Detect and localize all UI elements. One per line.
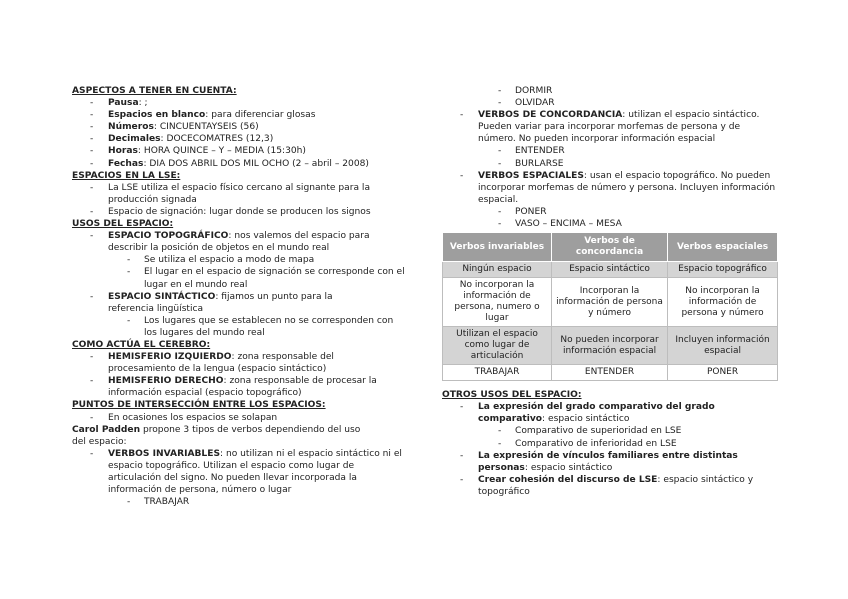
- list-subitem: - Los lugares que se establecen no se corresponden con los lugares del mundo real: [127, 315, 394, 338]
- list-item: - HEMISFERIO DERECHO: zona responsable de procesar la información espacial (espacio topográfico): [90, 376, 377, 399]
- table-cell: No incorporan la información de persona y número: [668, 278, 778, 327]
- list-item: - Horas: HORA QUINCE – Y – MEDIA (15:30h): [90, 146, 306, 157]
- section-heading-otros: OTROS USOS DEL ESPACIO:: [442, 390, 582, 401]
- right-column: [442, 85, 780, 498]
- section-heading-cerebro: COMO ACTÚA EL CEREBRO:: [72, 339, 211, 350]
- left-column: [72, 85, 405, 508]
- section-heading-usos: USOS DEL ESPACIO:: [72, 219, 174, 230]
- verbs-comparison-table: [442, 232, 778, 381]
- list-item: - HEMISFERIO IZQUIERDO: zona responsable del procesamiento de la lengua (espacio sintáctico): [90, 352, 334, 375]
- list-item: - Números: CINCUENTAYSEIS (56): [90, 122, 259, 133]
- table-cell: Incluyen información espacial: [668, 327, 778, 365]
- list-item: - Espacio de signación: lugar donde se producen los signos: [90, 206, 371, 217]
- list-subitem: - PONER: [498, 206, 547, 217]
- table-cell: No pueden incorporar información espacial: [552, 327, 668, 365]
- list-item: - La expresión de vínculos familiares entre distintas personas: espacio sintáctico: [460, 450, 738, 473]
- table-row: [443, 278, 778, 327]
- table-cell: TRABAJAR: [443, 365, 552, 381]
- list-item: - ESPACIO TOPOGRÁFICO: nos valemos del espacio para describir la posición de objetos en el mundo real: [90, 231, 370, 254]
- list-item: - La expresión del grado comparativo del grado comparativo: espacio sintáctico: [460, 402, 715, 425]
- paragraph-carol-padden: Carol Padden propone 3 tipos de verbos dependiendo del uso del espacio:: [72, 424, 361, 447]
- list-item: - VERBOS DE CONCORDANCIA: utilizan el espacio sintáctico. Pueden variar para incorporar morfemas de persona y de número. No pueden incorporar información espacial: [460, 110, 760, 145]
- section-heading-puntos: PUNTOS DE INTERSECCIÓN ENTRE LOS ESPACIOS:: [72, 400, 326, 411]
- list-subitem: - Comparativo de superioridad en LSE: [498, 426, 682, 437]
- list-item: - En ocasiones los espacios se solapan: [90, 412, 278, 423]
- table-header-cell: Verbos espaciales: [668, 233, 778, 262]
- table-row: [443, 327, 778, 365]
- list-subitem: - TRABAJAR: [127, 497, 190, 508]
- list-item: - Crear cohesión del discurso de LSE: espacio sintáctico y topográfico: [460, 474, 754, 497]
- table-cell: PONER: [668, 365, 778, 381]
- table-cell: Espacio sintáctico: [552, 262, 668, 278]
- list-item: - VERBOS INVARIABLES: no utilizan ni el espacio sintáctico ni el espacio topográfico. Utilizan el espacio como lugar de articulación del signo. No pueden llevar incorporada la información de persona, número o lugar: [90, 448, 402, 496]
- list-item: - La LSE utiliza el espacio físico cercano al signante para la producción signada: [90, 182, 371, 205]
- list-subitem: - Se utiliza el espacio a modo de mapa: [127, 255, 315, 266]
- list-item: - Espacios en blanco: para diferenciar glosas: [90, 110, 316, 121]
- section-heading-aspectos: ASPECTOS A TENER EN CUENTA:: [72, 86, 237, 96]
- table-cell: Utilizan el espacio como lugar de articulación: [443, 327, 552, 365]
- list-item: - Fechas: DIA DOS ABRIL DOS MIL OCHO (2 – abril – 2008): [90, 158, 369, 169]
- list-item: - VERBOS ESPACIALES: usan el espacio topográfico. No pueden incorporar morfemas de número y persona. Incluyen información espacial.: [460, 170, 776, 205]
- table-row: [443, 262, 778, 278]
- list-item: - ESPACIO SINTÁCTICO: fijamos un punto para la referencia lingüística: [90, 291, 333, 314]
- list-subitem: - BURLARSE: [498, 158, 564, 169]
- section-heading-espacios-lse: ESPACIOS EN LA LSE:: [72, 170, 181, 181]
- table-cell: ENTENDER: [552, 365, 668, 381]
- table-header-cell: Verbos invariables: [443, 233, 552, 262]
- list-subitem: - DORMIR: [498, 86, 553, 96]
- list-subitem: - OLVIDAR: [498, 98, 555, 109]
- list-subitem: - El lugar en el espacio de signación se corresponde con el lugar en el mundo real: [127, 267, 405, 290]
- table-cell: Espacio topográfico: [668, 262, 778, 278]
- table-cell: No incorporan la información de persona, numero o lugar: [443, 278, 552, 327]
- list-subitem: - Comparativo de inferioridad en LSE: [498, 438, 677, 449]
- table-row: [443, 365, 778, 381]
- aspectos-list: [72, 97, 382, 170]
- list-item: - Decimales: DOCECOMATRES (12,3): [90, 134, 274, 145]
- table-cell: Incorporan la información de persona y número: [552, 278, 668, 327]
- table-cell: Ningún espacio: [443, 262, 552, 278]
- table-header-cell: Verbos de concordancia: [552, 233, 668, 262]
- list-item: - Pausa: ;: [90, 98, 148, 109]
- list-subitem: - ENTENDER: [498, 146, 565, 157]
- list-subitem: - VASO – ENCIMA – MESA: [498, 219, 622, 230]
